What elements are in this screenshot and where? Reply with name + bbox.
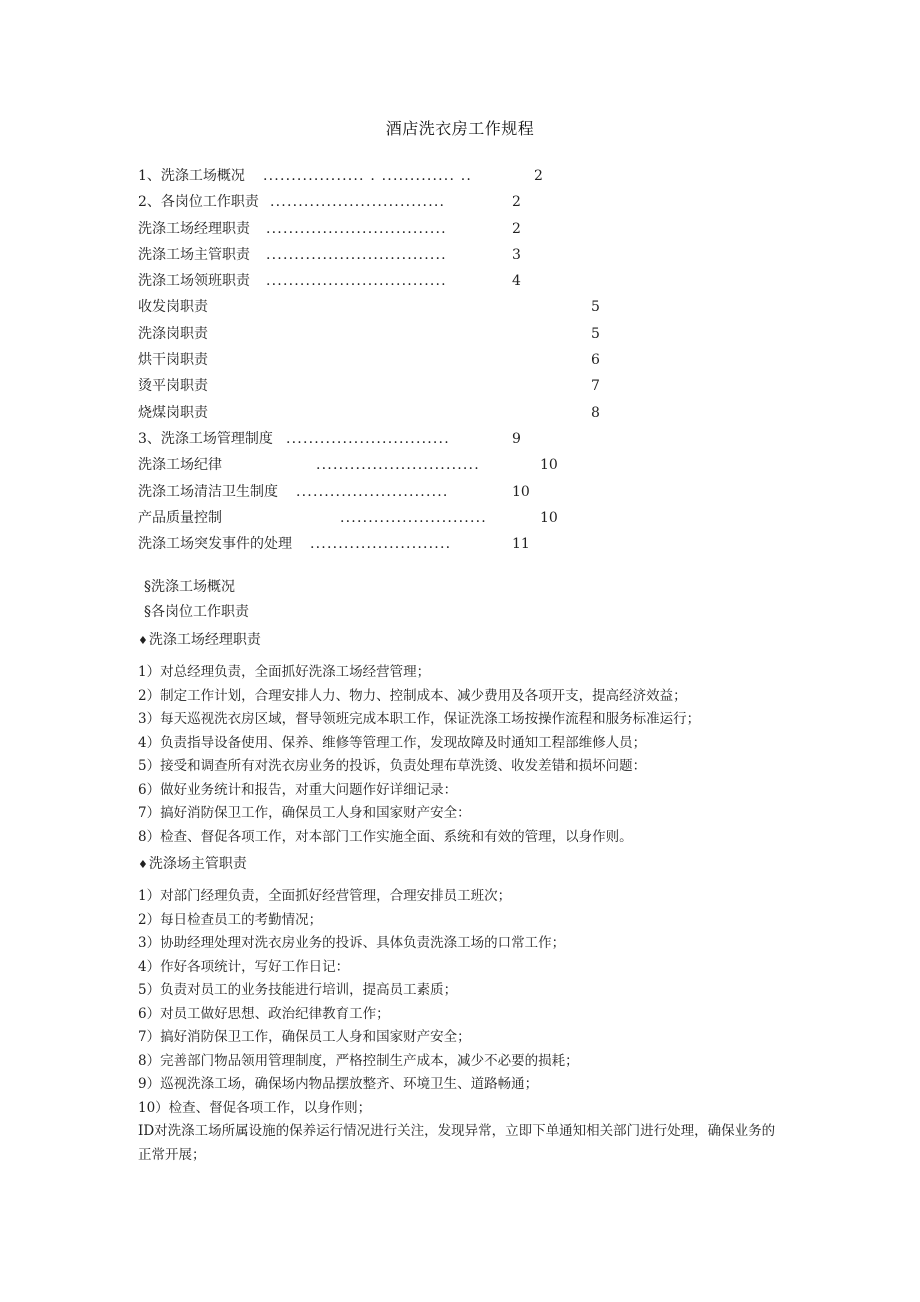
- toc-page-number: 10: [540, 457, 558, 474]
- toc-entry: [138, 189, 658, 215]
- toc-entry-label: 1、洗涤工场概况: [138, 168, 245, 184]
- toc-entry: [138, 242, 658, 268]
- toc-entry-label: 洗涤工场突发事件的处理: [138, 536, 292, 553]
- toc-page-number: 10: [540, 509, 558, 526]
- toc-page-number: 2: [512, 194, 521, 211]
- toc-leader-dots: ...........................: [296, 483, 449, 500]
- list-item: 8）检查、督促各项工作，对本部门工作实施全面、系统和有效的管理，以身作则。: [138, 828, 633, 845]
- document-title: 酒店洗衣房工作规程: [385, 119, 535, 138]
- list-item: 8）完善部门物品领用管理制度，严格控制生产成本，减少不必要的损耗；: [138, 1052, 579, 1069]
- toc-page-number: 11: [512, 536, 530, 553]
- list-item: 1）对总经理负责，全面抓好洗涤工场经营管理；: [138, 664, 431, 680]
- toc-entry-label: 洗涤岗职责: [138, 325, 208, 342]
- toc-leader-dots: ................................: [266, 273, 447, 290]
- list-item: ID对洗涤工场所属设施的保养运行情况进行关注，发现异常，立即下单通知相关部门进行处理，确保业务的正常开展；: [138, 1123, 776, 1163]
- toc-entry-label: 收发岗职责: [138, 299, 208, 316]
- toc-entry: [138, 373, 658, 399]
- supervisor-duties-heading: [138, 849, 798, 879]
- manager-duties-heading: [138, 625, 798, 655]
- toc-entry-label: 3、洗涤工场管理制度: [138, 430, 273, 447]
- toc-entry-label: 洗涤工场纪律: [138, 457, 222, 474]
- toc-entry-label: 洗涤工场领班职责: [138, 273, 250, 290]
- section-marker-overview: §洗涤工场概况: [144, 579, 235, 595]
- toc-entry: [138, 505, 658, 531]
- list-item: 3）每天巡视洗衣房区域，督导领班完成本职工作，保证洗涤工场按操作流程和服务标准运行；: [138, 711, 701, 727]
- toc-page-number: 5: [591, 325, 600, 342]
- table-of-contents: [138, 163, 658, 557]
- diamond-bullet-icon: ♦: [138, 634, 148, 647]
- toc-page-number: 4: [512, 273, 521, 290]
- list-item: 3）协助经理处理对洗衣房业务的投诉、具体负责洗涤工场的口常工作；: [138, 935, 566, 951]
- toc-page-number: 8: [591, 404, 600, 421]
- toc-entry: [138, 294, 658, 320]
- heading-text: 洗涤工场经理职责: [148, 632, 261, 648]
- document-body: [138, 575, 798, 1167]
- toc-entry: [138, 268, 658, 294]
- list-item: 2）每日检查员工的考勤情况；: [138, 911, 323, 928]
- toc-page-number: 9: [512, 430, 521, 447]
- toc-leader-dots: .........................: [310, 536, 452, 553]
- toc-page-number: 6: [591, 352, 600, 369]
- toc-leader-dots: ...............................: [270, 194, 446, 211]
- toc-entry-label: 产品质量控制: [138, 509, 222, 526]
- heading-text: 洗涤场主管职责: [148, 856, 247, 872]
- toc-page-number: 2: [534, 168, 543, 184]
- list-item: 9）巡视洗涤工场，确保场内物品摆放整齐、环境卫生、道路畅通；: [138, 1076, 539, 1092]
- list-item: 5）负责对员工的业务技能进行培训，提高员工素质；: [138, 982, 458, 998]
- toc-entry: [138, 531, 658, 557]
- toc-page-number: 3: [512, 246, 521, 263]
- toc-page-number: 5: [591, 299, 600, 316]
- toc-entry: [138, 321, 658, 347]
- toc-entry-label: 洗涤工场主管职责: [138, 246, 250, 263]
- toc-entry: [138, 426, 658, 452]
- list-item: 5）接受和调查所有对洗衣房业务的投诉，负责处理布草洗烫、收发差错和损坏问题：: [138, 758, 647, 774]
- toc-leader-dots: ..........................: [340, 509, 487, 526]
- toc-entry: [138, 347, 658, 373]
- list-item: 7）搞好消防保卫工作，确保员工人身和国家财产安全；: [138, 1029, 471, 1045]
- toc-leader-dots: .............................: [286, 430, 450, 447]
- toc-leader-dots: .............................: [316, 457, 480, 474]
- toc-leader-dots: .................. . ............. ..: [263, 168, 473, 184]
- toc-entry: [138, 452, 658, 478]
- list-item: 7）搞好消防保卫工作，确保员工人身和国家财产安全：: [138, 805, 471, 821]
- toc-entry: [138, 163, 658, 189]
- toc-entry: [138, 400, 658, 426]
- list-item: 6）做好业务统计和报告，对重大问题作好详细记录：: [138, 781, 458, 798]
- toc-entry-label: 洗涤工场清洁卫生制度: [138, 483, 278, 500]
- toc-entry-label: 烧煤岗职责: [138, 404, 208, 421]
- list-item: 1）对部门经理负责，全面抓好经营管理，合理安排员工班次；: [138, 888, 512, 904]
- list-item: 2）制定工作计划，合理安排人力、物力、控制成本、减少费用及各项开支，提高经济效益；: [138, 687, 687, 704]
- list-item: 4）作好各项统计，写好工作日记：: [138, 958, 350, 975]
- toc-leader-dots: ................................: [266, 246, 447, 263]
- toc-leader-dots: ................................: [266, 220, 447, 237]
- list-item: 10）检查、督促各项工作，以身作则；: [138, 1099, 372, 1116]
- toc-entry-label: 烫平岗职责: [138, 378, 208, 395]
- toc-entry-label: 洗涤工场经理职责: [138, 220, 250, 237]
- toc-entry-label: 2、各岗位工作职责: [138, 194, 259, 211]
- toc-entry-label: 烘干岗职责: [138, 352, 208, 369]
- toc-page-number: 10: [512, 483, 530, 500]
- list-item: 6）对员工做好思想、政治纪律教育工作；: [138, 1005, 390, 1022]
- section-marker-duties: §各岗位工作职责: [144, 604, 249, 620]
- toc-entry: [138, 216, 658, 242]
- diamond-bullet-icon: ♦: [138, 858, 148, 871]
- toc-entry: [138, 479, 658, 505]
- toc-page-number: 2: [512, 220, 521, 237]
- list-item: 4）负责指导设备使用、保养、维修等管理工作，发现故障及时通知工程部维修人员；: [138, 734, 647, 751]
- toc-page-number: 7: [591, 378, 600, 395]
